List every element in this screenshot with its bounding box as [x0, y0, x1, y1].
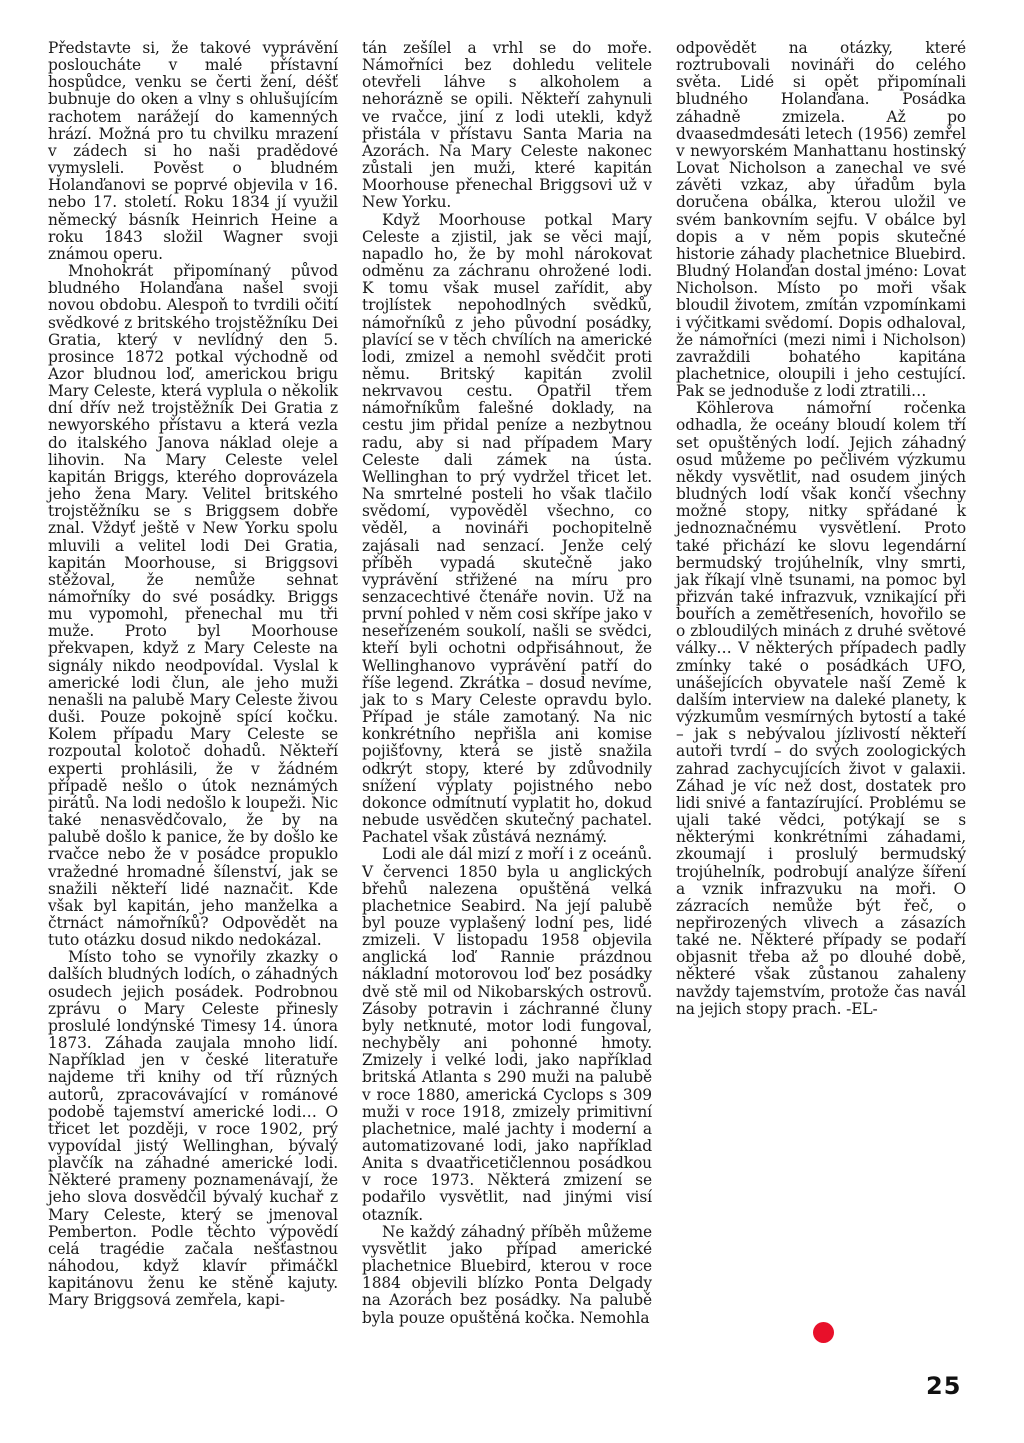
article-paragraph: Köhlerova námořní ročenka odhadla, že oceány bloudí kolem tří set opuštěných lodí. Jejich záhadný osud můžeme po pečlivém výzkumu někdy vysvětlit, nad osudem jiných bludných lodí však končí všechny možné stopy, nitky spřádané k jednoznačnému vysvětlení. Proto také přichází ke slovu legendární bermudský trojúhelník, vlny smrti, jak říkají vlně tsunami, na pomoc byl přizván také infrazvuk, vznikající při bouřích a zemětřeseních, hovořilo se o zbloudilých minách z druhé světové války… V některých případech padly zmínky také o posádkách UFO, unášejících obyvatele naší Země k dalším interview na daleké planety, k výzkumům vesmírných bytostí a také – jak s nebývalou jízlivostí někteří autoři tvrdí – do svých zoologických zahrad zachycujících život v galaxii. Záhad je víc než dost, dostatek pro lidi snivé a fantazírující. Problému se ujali také vědci, potýkají se s některými konkrétními záhadami, zkoumají i proslulý bermudský trojúhelník, podrobují analýze šíření a vznik infrazvuku na moři. O zázracích nemůže být řeč, o nepřirozených vlivech a zásazích také ne. Některé případy se podaří objasnit třeba až po dlouhé době, některé však zůstanou zahaleny navždy tajemstvím, protože čas navál na jejich stopy prach. -EL- — [676, 399, 966, 1018]
article-paragraph: Ne každý záhadný příběh můžeme vysvětlit jako případ americké plachetnice Bluebird, kterou v roce 1884 objevili blízko Ponta Delgady na Azorách bez posádky. Na palubě byla pouze opuštěná kočka. Nemohla — [362, 1222, 652, 1327]
article-paragraph: Místo toho se vynořily zkazky o dalších bludných lodích, o záhadných osudech jejich posádek. Podrobnou zprávu o Mary Celeste přinesly proslulé londýnské Timesy 14. února 1873. Záhada zaujala mnoho lidí. Například jen v české literatuře najdeme tři knihy od tří různých autorů, zpracovávající v románové podobě tajemství americké lodi… O třicet let později, v roce 1902, prý vypovídal jistý Wellinghan, bývalý plavčík na záhadné americké lodi. Některé prameny poznamenávají, že jeho slova dosvědčil bývalý kuchař z Mary Celeste, který se jmenoval Pemberton. Podle těchto výpovědí celá tragédie začala nešťastnou náhodou, když klavír přimáčkl kapitánovu ženu ke stěně kajuty. Mary Briggsová zemřela, kapi- — [48, 948, 338, 1310]
article-column-1 — [48, 40, 338, 1310]
article-paragraph: tán zešílel a vrhl se do moře. Námořníci bez dohledu velitele otevřeli láhve s alkoholem a nehorázně se opili. Někteří zahynuli ve rvačce, jiní z lodi utekli, když přistála v přístavu Santa Maria na Azorách. Na Mary Celeste nakonec zůstali jen muži, které kapitán Moorhouse přenechal Briggsovi už v New Yorku. — [362, 39, 652, 212]
article-column-2 — [362, 40, 652, 1327]
article-paragraph: Mnohokrát připomínaný původ bludného Holanďana našel svoji novou obdobu. Alespoň to tvrdili očití svědkové z britského trojstěžníku Dei Gratia, který v nevlídný den 5. prosince 1872 potkal východně od Azor bludnou loď, americkou brigu Mary Celeste, která vyplula o několik dní dřív než trojstěžník Dei Gratia z newyorského přístavu a která vezla do italského Janova náklad oleje a lihovin. Na Mary Celeste velel kapitán Briggs, kterého doprovázela jeho žena Mary. Velitel britského trojstěžníku se s Briggsem dobře znal. Vždyť ještě v New Yorku spolu mluvili a velitel lodi Dei Gratia, kapitán Moorhouse, si Briggsovi stěžoval, že nemůže sehnat námořníky do své posádky. Briggs mu vypomohl, přenechal mu tři muže. Proto byl Moorhouse překvapen, když z Mary Celeste na signály nikdo neodpovídal. Vyslal k americké lodi člun, ale jeho muži nenašli na palubě Mary Celeste živou duši. Pouze pokojně spící kočku. Kolem případu Mary Celeste se rozpoutal kolotoč dohadů. Někteří experti prohlásili, že v žádném případě nešlo o útok neznámých pirátů. Na lodi nedošlo k loupeži. Nic také nenasvědčovalo, že by na palubě došlo k panice, že by došlo ke rvačce nebo že v posádce propuklo vražedné hromadné šílenství, jak se snažili někteří lidé naznačit. Kde však byl kapitán, jeho manželka a čtrnáct námořníků? Odpovědět na tuto otázku dosud nikdo nedokázal. — [48, 262, 338, 950]
page-number: 25 — [926, 1372, 962, 1400]
article-paragraph: Když Moorhouse potkal Mary Celeste a zjistil, jak se věci mají, napadlo ho, že by mohl nárokovat odměnu za záchranu ohrožené lodi. K tomu však musel zařídit, aby trojlístek nepohodlných svědků, námořníků z jeho původní posádky, plavící se v těch chvílích na americké lodi, zmizel a nemohl svědčit proti němu. Britský kapitán zvolil nekrvavou cestu. Opatřil třem námořníkům falešné doklady, na cestu jim přidal peníze a nezbytnou radu, aby si nad případem Mary Celeste dali zámek na ústa. Wellinghan to prý vydržel třicet let. Na smrtelné posteli ho však tlačilo svědomí, vypověděl všechno, co věděl, a novináři pochopitelně zajásali nad senzací. Jenže celý příběh vypadá skutečně jako vyprávění střižené na míru pro senzacechtivé čtenáře novin. Už na první pohled v něm cosi skřípe jako v neseřízeném soukolí, našli se svědci, kteří byli ochotni odpřisáhnout, že Wellinghanovo vyprávění patří do říše legend. Zkrátka – dosud nevíme, jak to s Mary Celeste opravdu bylo. Případ je stále zamotaný. Na nic konkrétního nepřišla ani komise pojišťovny, která se jistě snažila odkrýt stopy, které by zdůvodnily snížení výplaty pojistného nebo dokonce odmítnutí vyplatit ho, dokud nebude usvědčen skutečný pachatel. Pachatel však zůstává neznámý. — [362, 210, 652, 847]
article-column-3 — [676, 40, 966, 1018]
article-paragraph: Představte si, že takové vyprávění posloucháte v malé přístavní hospůdce, venku se čerti žení, déšť bubnuje do oken a vlny s ohlušujícím rachotem narážejí do kamenných hrází. Možná pro tu chvilku mrazení v zádech si ho naši pradědové vymysleli. Pověst o bludném Holanďanovi se poprvé objevila v 16. nebo 17. století. Roku 1834 jí využil německý básník Heinrich Heine a roku 1843 složil Wagner svoji známou operu. — [48, 39, 338, 263]
article-paragraph: odpovědět na otázky, které roztrubovali novináři do celého světa. Lidé si opět připomínali bludného Holanďana. Posádka záhadně zmizela. Až po dvaasedmdesáti letech (1956) zemřel v newyorském Manhattanu hostinský Lovat Nicholson a zanechal ve své závěti vzkaz, aby úřadům byla doručena obálka, kterou uložil ve svém bankovním sejfu. V obálce byl dopis a v něm popis skutečné historie záhady plachetnice Bluebird. Bludný Holanďan dostal jméno: Lovat Nicholson. Místo po moři však bloudil životem, zmítán vzpomínkami i výčitkami svědomí. Dopis odhaloval, že námořníci (mezi nimi i Nicholson) zavraždili bohatého kapitána plachetnice, oloupili i jeho cestující. Pak se jednoduše z lodi ztratili… — [676, 39, 966, 401]
end-of-article-bullet-icon — [813, 1322, 834, 1343]
article-paragraph: Lodi ale dál mizí z moří i z oceánů. V červenci 1850 byla u anglických břehů nalezena opuštěná velká plachetnice Seabird. Na její palubě byl pouze vyplašený lodní pes, lidé zmizeli. V listopadu 1958 objevila anglická loď Rannie prázdnou nákladní motorovou loď bez posádky dvě stě mil od Nikobarských ostrovů. Zásoby potravin i záchranné čluny byly netknuté, motor lodi fungoval, nechyběly ani pohonné hmoty. Zmizely i velké lodi, jako například britská Atlanta s 290 muži na palubě v roce 1880, americká Cyclops s 309 muži v roce 1918, zmizely primitivní plachetnice, malé jachty i moderní a automatizované lodi, jako například Anita s dvaatřicetičlennou posádkou v roce 1973. Některá zmizení se podařilo vysvětlit, nad jinými visí otazník. — [362, 845, 652, 1224]
